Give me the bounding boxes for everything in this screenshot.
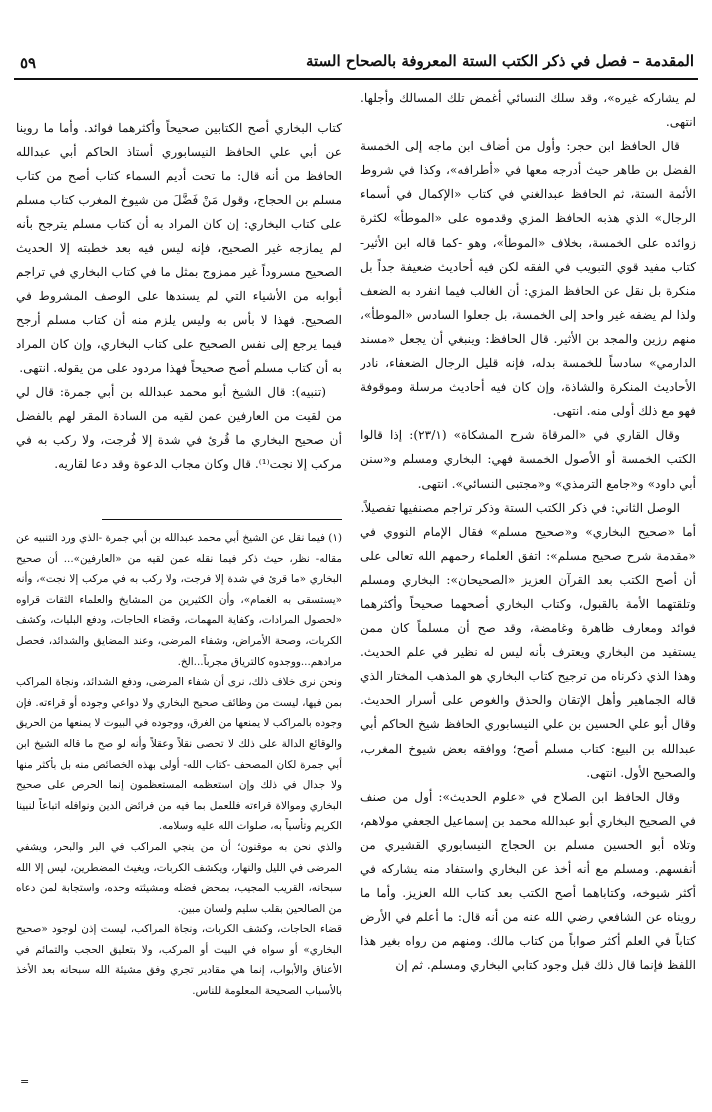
page-header — [14, 52, 698, 76]
footnote-end-mark: = — [20, 1075, 30, 1088]
page-number: ٥٩ — [20, 54, 37, 72]
section-heading: الوصل الثاني: في ذكر الكتب الستة وذكر تراجم مصنفيها تفصيلاً. — [360, 500, 680, 515]
right-column — [360, 86, 696, 1096]
paragraph: كتاب البخاري أصح الكتابين صحيحاً وأكثرهما فوائد. وأما ما روينا عن أبي علي الحافظ النيسابوري أستاذ الحاكم أبي عبدالله الحافظ من أنه قال: ما تحت أديم السماء كتاب أصح من كتاب مسلم بن الحجاج، وقول مَنْ فَضَّلَ من شيوخ المغرب كتاب مسلم على كتاب البخاري: إن كان المراد به أن كتاب مسلم يترجح بأنه لم يمازجه غير الصحيح، فإنه ليس فيه بعد خطبته إلا الحديث الصحيح مسروداً غير ممزوج بمثل ما في كتاب البخاري في تراجم أبوابه من الأشياء التي لم يسندها على الوصف المشروط في الصحيح. فهذا لا بأس به وليس يلزم منه أن كتاب مسلم أرجح فيما يرجع إلى نفس الصحيح على كتاب البخاري، وإن كان المراد به أن كتاب مسلم أصح صحيحاً فهذا مردود على من يقوله. انتهى. — [16, 121, 342, 375]
paragraph: وقال القاري في «المرقاة شرح المشكاة» (٢٣/١): إذا قالوا الكتب الخمسة أو الأصول الخمسة فهي: البخاري ومسلم و«سنن أبي داود» و«جامع الترمذي» و«مجتبى النسائي». انتهى. — [360, 428, 696, 491]
footnote — [16, 528, 342, 1098]
footnote-paragraph: قضاء الحاجات، وكشف الكربات، ونجاة المراكب، ليست إذن لوجود «صحيح البخاري» أو سواه في البيت أو المركب، ولا بتعليق الحجب والتمائم في الأعناق والأبواب، إنما هي مقادير تجري وفق مشيئة الله سبحانه بعد الأخذ بالأسباب الصحيحة المعلومة للناس. — [16, 923, 342, 998]
footnote-paragraph: ونحن نرى خلاف ذلك، نرى أن شفاء المرضى، ودفع الشدائد، ونجاة المراكب بمن فيها، ليست من وظائف صحيح البخاري ولا دواعي وجوده أو قراءته. فإن وجوده بالمراكب لا يمنعها من الغرق، ووجوده في البيوت لا يمنعها من الحريق والوقائع الدالة على ذلك لا تحصى نقلاً وعقلاً وأنه لو صح ما قاله الشيخ ابن أبي جمرة لكان المصحف -كتاب الله- أولى بهذه الخصائص منه بل بأكثر منها ولا جدال في ذلك وإن استعظمه المستعظمون إنما الحرص على صحيح البخاري وموالاة قراءته فللعمل بما فيه من فرائض الدين ونوافله اتباعاً لنبينا الكريم وتأسياً به، صلوات الله عليه وسلامه. — [16, 676, 342, 833]
paragraph: وقال الحافظ ابن الصلاح في «علوم الحديث»: أول من صنف في الصحيح البخاري أبو عبدالله محمد بن إسماعيل الجعفي مولاهم، وتلاه أبو الحسين مسلم بن الحجاج النيسابوري القشيري من أنفسهم. ومسلم مع أنه أخذ عن البخاري واستفاد منه يشاركه في أكثر شيوخه، وكتاباهما أصح الكتب بعد كتاب الله العزيز. وأما ما رويناه عن الشافعي رضي الله عنه من أنه قال: ما أعلم في الأرض كتاباً في العلم أكثر صواباً من كتاب مالك. ومنهم من رواه بغير هذا اللفظ فإنما قال ذلك قبل وجود كتابي البخاري ومسلم. ثم إن — [360, 789, 696, 973]
header-rule — [14, 78, 698, 80]
footnote-paragraph: والذي نحن به موقنون؛ أن من ينجي المراكب في البر والبحر، ويشفي المرضى في الليل والنهار، ويكشف الكربات، ويغيث المضطرين، ليس إلا الله سبحانه، القريب المجيب، بمحض فضله ومشيئته وحده، واستجابة لمن دعاه من الصالحين بقلب سليم ولسان مبين. — [16, 840, 342, 915]
running-title: المقدمة – فصل في ذكر الكتب الستة المعروفة بالصحاح الستة — [305, 52, 694, 70]
footnote-separator — [102, 519, 342, 520]
paragraph: لم يشاركه غيره»، وقد سلك النسائي أغمض تلك المسالك وأجلها. انتهى. — [360, 91, 696, 130]
footnote-paragraph: (١) فيما نقل عن الشيخ أبي محمد عبدالله بن أبي جمرة -الذي ورد التنبيه عن مقاله- نظر، حيث ذكر فيما نقله عمن لقيه من «العارفين»... أن صحيح البخاري «ما قرئ في شدة إلا فرجت، ولا ركب به في مركب إلا نجت»، وأنه «يستسقى به الغمام»، وأن الكثيرين من المشايخ والعلماء الثقات قراوه «لحصول المرادات، وكفاية المهمات، وقضاء الحاجات، ودفع البليات، وكشف الكربات، وصحة الأمراض، وشفاء المرضى، وعند المضايق والشدائد، فحصل مرادهم...ووجدوه كالترياق مجرباً...الخ. — [16, 532, 342, 668]
left-column — [16, 116, 342, 506]
paragraph: أما «صحيح البخاري» و«صحيح مسلم» فقال الإمام النووي في «مقدمة شرح صحيح مسلم»: اتفق العلماء رحمهم الله تعالى على أن أصح الكتب بعد القرآن العزيز «الصحيحان»: البخاري ومسلم وتلقتهما الأمة بالقبول، وكتاب البخاري أصحهما صحيحاً وأكثرهما فوائد ومعارف ظاهرة وغامضة، وقد صح أن مسلماً كان ممن يستفيد من البخاري ويعترف بأنه ليس له نظير في علم الحديث. وهذا الذي ذكرناه من ترجيح كتاب البخاري هو المذهب المختار الذي قاله الجماهير وأهل الإتقان والحذق والغوص على أسرار الحديث. وقال أبو علي الحسين بن علي النيسابوري الحافظ شيخ الحاكم أبي عبدالله بن البيع: كتاب مسلم أصح؛ ووافقه بعض شيوخ المغرب، والصحيح الأول. انتهى. — [360, 524, 696, 780]
note-paragraph: (تنبيه): قال الشيخ أبو محمد عبدالله بن أبي جمرة: قال لي من لقيت من العارفين عمن لقيه من السادة المقر لهم بالفضل أن صحيح البخاري ما قُرئ في شدة إلا فُرجت، ولا ركب به في مركب إلا نجت⁽¹⁾. قال وكان مجاب الدعوة وقد دعا لقاريه. — [16, 385, 342, 471]
paragraph: قال الحافظ ابن حجر: وأول من أضاف ابن ماجه إلى الخمسة الفضل بن طاهر حيث أدرجه معها في «أطرافه»، وكذا في شروط الأئمة الستة، ثم الحافظ عبدالغني في كتاب «الإكمال في أسماء الرجال» الذي هذبه الحافظ المزي وقدموه على «الموطأ» لكثرة زوائده على الخمسة، بخلاف «الموطأ»، وهو -كما قاله ابن الأثير- كتاب مفيد قوي التبويب في الفقه لكن فيه أحاديث ضعيفة جداً بل منكرة بل نقل عن الحافظ المزي: أن الغالب فيما انفرد به الضعف ولذا لم يضفه غير واحد إلى الخمسة، بل جعلوا السادس «الموطأ»، منهم رزين والمجد بن الأثير. قال الحافظ: وينبغي أن يجعل «مسند الدارمي» سادساً للخمسة بدله، فإنه قليل الرجال الضعفاء، نادر الأحاديث المنكرة والشاذة، وإن كان فيه أحاديث مرسلة وموقوفة فهو مع ذلك أولى منه. انتهى. — [360, 139, 696, 419]
